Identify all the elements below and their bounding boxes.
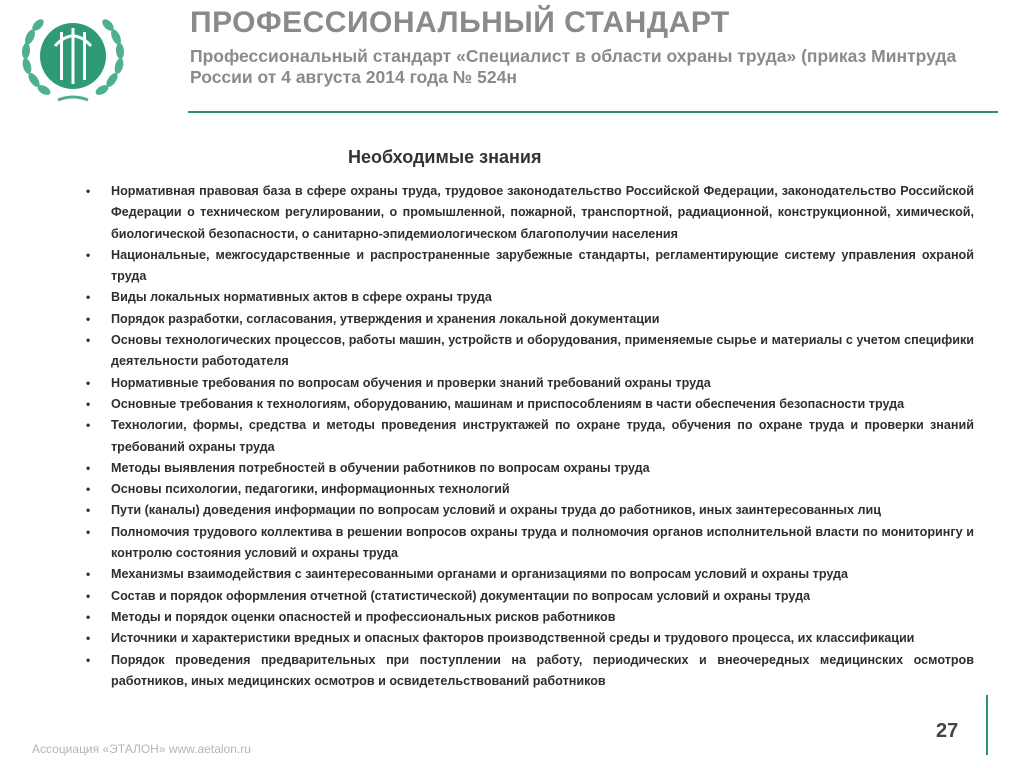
list-item: • Основные требования к технологиям, оборудованию, машинам и приспособлениям в части обеспечения безопасности труда bbox=[86, 394, 974, 415]
list-item: • Порядок разработки, согласования, утверждения и хранения локальной документации bbox=[86, 309, 974, 330]
list-item: • Механизмы взаимодействия с заинтересованными органами и организациями по вопросам условий и охраны труда bbox=[86, 564, 974, 585]
list-item: • Технологии, формы, средства и методы проведения инструктажей по охране труда, обучения по охране труда и проверки знаний требований охраны труда bbox=[86, 415, 974, 458]
list-item: • Нормативные требования по вопросам обучения и проверки знаний требований охраны труда bbox=[86, 373, 974, 394]
knowledge-list bbox=[86, 181, 974, 692]
list-item: • Полномочия трудового коллектива в решении вопросов охраны труда и полномочия органов исполнительной власти по мониторингу и контролю состояния условий и охраны труда bbox=[86, 522, 974, 565]
list-item: • Порядок проведения предварительных при поступлении на работу, периодических и внеочередных медицинских осмотров работников, иных медицинских осмотров и освидетельствований работников bbox=[86, 650, 974, 693]
page-number: 27 bbox=[936, 720, 959, 742]
list-item: • Основы технологических процессов, работы машин, устройств и оборудования, применяемые сырье и материалы с учетом специфики деятельности работодателя bbox=[86, 330, 974, 373]
list-item: • Методы и порядок оценки опасностей и профессиональных рисков работников bbox=[86, 607, 974, 628]
list-item: • Виды локальных нормативных актов в сфере охраны труда bbox=[86, 287, 974, 308]
list-item: • Основы психологии, педагогики, информационных технологий bbox=[86, 479, 974, 500]
page-subtitle: Профессиональный стандарт «Специалист в области охраны труда» (приказ Минтруда России от 4 августа 2014 года № 524н bbox=[190, 46, 957, 87]
etalon-laurel-logo-icon bbox=[18, 10, 128, 106]
footer-association-text: Ассоциация «ЭТАЛОН» www.aetalon.ru bbox=[32, 742, 251, 756]
list-item: • Пути (каналы) доведения информации по вопросам условий и охраны труда до работников, иных заинтересованных лиц bbox=[86, 500, 974, 521]
list-item: • Состав и порядок оформления отчетной (статистической) документации по вопросам условий и охраны труда bbox=[86, 586, 974, 607]
header-divider bbox=[188, 111, 998, 113]
section-title: Необходимые знания bbox=[348, 147, 542, 167]
list-item: • Методы выявления потребностей в обучении работников по вопросам охраны труда bbox=[86, 458, 974, 479]
list-item: • Национальные, межгосударственные и распространенные зарубежные стандарты, регламентирующие систему управления охраной труда bbox=[86, 245, 974, 288]
list-item: • Нормативная правовая база в сфере охраны труда, трудовое законодательство Российской Федерации, законодательство Российской Федерации о техническом регулировании, о промышленной, пожарной, транспортной, радиационной, конструкционной, химической, биологической безопасности, о санитарно-эпидемиологическом благополучии населения bbox=[86, 181, 974, 245]
page-title: ПРОФЕССИОНАЛЬНЫЙ СТАНДАРТ bbox=[190, 6, 730, 39]
list-item: • Источники и характеристики вредных и опасных факторов производственной среды и трудового процесса, их классификации bbox=[86, 628, 974, 649]
footer-divider bbox=[986, 695, 988, 755]
